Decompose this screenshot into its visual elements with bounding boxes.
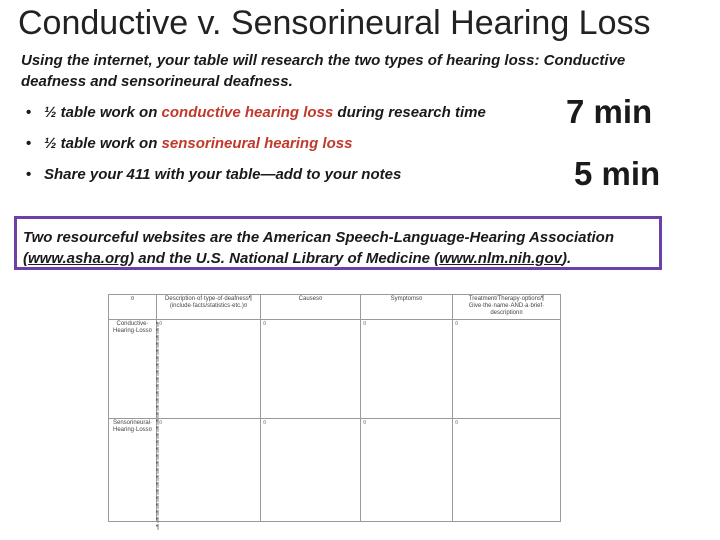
- pilcrow-mark: ¶: [156, 357, 160, 363]
- pilcrow-mark: ¶: [156, 350, 160, 356]
- highlight-sensorineural: sensorineural hearing loss: [161, 135, 353, 152]
- pilcrow-mark: ¶: [156, 511, 160, 517]
- row-label-sensorineural: Sensorineural· Hearing·Loss¤: [109, 419, 157, 522]
- pilcrow-mark: ¶: [156, 378, 160, 384]
- table-cell: ¤: [361, 419, 453, 522]
- pilcrow-mark: ¶: [156, 483, 160, 489]
- pilcrow-mark: ¶: [156, 476, 160, 482]
- pilcrow-mark: ¶: [156, 413, 160, 419]
- pilcrow-mark: ¶: [156, 371, 160, 377]
- bullet-dot: •: [26, 104, 32, 121]
- table-cell: ¤: [361, 320, 453, 419]
- nlm-link[interactable]: www.nlm.nih.gov: [439, 250, 562, 267]
- pilcrow-mark: ¶: [156, 392, 160, 398]
- pilcrow-mark: ¶: [156, 434, 160, 440]
- pilcrow-mark: ¶: [156, 364, 160, 370]
- pilcrow-mark: ¶: [156, 406, 160, 412]
- table-cell: ¤: [261, 419, 361, 522]
- resources-box: Two resourceful websites are the American Speech-Language-Hearing Association (www.asha.org) and the U.S. National Library of Medicine (www.nlm.nih.gov).: [14, 216, 662, 270]
- pilcrow-mark: ¶: [156, 497, 160, 503]
- pilcrow-mark: ¶: [156, 385, 160, 391]
- pilcrow-mark: ¶: [156, 490, 160, 496]
- bullet-share: • Share your 411 with your table—add to your notes: [26, 166, 402, 183]
- table-cell: ¤: [453, 320, 561, 419]
- pilcrow-mark: ¶: [156, 399, 160, 405]
- table-cell: ¤: [157, 419, 261, 522]
- table-row-sensorineural: [109, 419, 561, 522]
- pilcrow-mark: ¶: [156, 336, 160, 342]
- time-5-min: 5 min: [574, 155, 661, 192]
- bullet-conductive: • ½ table work on conductive hearing loss during research time: [26, 104, 486, 121]
- intro-text: Using the internet, your table will research the two types of hearing loss: Conductive deafness and sensorineural deafness.: [21, 52, 626, 90]
- time-7-min: 7 min: [566, 93, 653, 130]
- asha-link[interactable]: www.asha.org: [28, 250, 130, 267]
- slide-title: Conductive v. Sensorineural Hearing Loss: [18, 4, 651, 42]
- bullet-sensorineural: • ½ table work on sensorineural hearing loss: [26, 135, 353, 152]
- pilcrow-mark: ¶: [156, 525, 160, 531]
- table-cell: ¤: [261, 320, 361, 419]
- header-description: Description·of·type·of·deafness¶ (include·facts/statistics·etc.)¤: [157, 295, 261, 320]
- worksheet-table-image: [108, 294, 570, 534]
- pilcrow-mark: ¶: [156, 518, 160, 524]
- worksheet-table: [108, 294, 561, 522]
- bullet-dot: •: [26, 166, 32, 183]
- pilcrow-mark: ¶: [156, 329, 160, 335]
- pilcrow-mark: ¶: [156, 462, 160, 468]
- pilcrow-mark: ¶: [156, 343, 160, 349]
- header-causes: Causes¤: [261, 295, 361, 320]
- table-row-conductive: [109, 320, 561, 419]
- table-cell: ¤: [157, 320, 261, 419]
- pilcrow-mark: ¶: [156, 504, 160, 510]
- header-symptoms: Symptoms¤: [361, 295, 453, 320]
- header-treatment: Treatment/Therapy·options¶ Give·the·name·AND·a·brief· description¤: [453, 295, 561, 320]
- bullet-dot: •: [26, 135, 32, 152]
- pilcrow-mark: ¶: [156, 448, 160, 454]
- table-corner-cell: ¤: [109, 295, 157, 320]
- highlight-conductive: conductive hearing loss: [161, 104, 334, 121]
- pilcrow-mark: ¶: [156, 455, 160, 461]
- pilcrow-column: [156, 322, 162, 534]
- pilcrow-mark: ¶: [156, 322, 160, 328]
- row-label-conductive: Conductive· Hearing·Loss¤: [109, 320, 157, 419]
- pilcrow-mark: ¶: [156, 441, 160, 447]
- table-cell: ¤: [453, 419, 561, 522]
- pilcrow-mark: ¶: [156, 420, 160, 426]
- pilcrow-mark: ¶: [156, 469, 160, 475]
- pilcrow-mark: ¶: [156, 427, 160, 433]
